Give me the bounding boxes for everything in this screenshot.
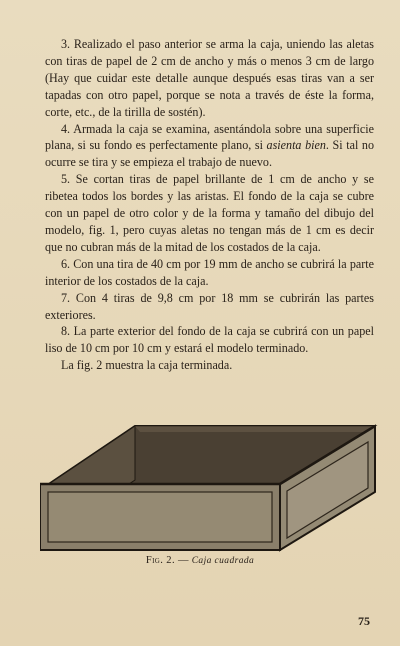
paragraph-4-part1: 4. Armada la caja se examina, asentándola sobre una superficie plana, si su fondo es perfectamente plano, si: [45, 121, 374, 153]
paragraph-4-italic: asienta bien: [266, 138, 326, 153]
paragraph-conclusion: La fig. 2 muestra la caja terminada.: [61, 358, 233, 373]
paragraph-7: 7. Con 4 tiras de 9,8 cm por 18 mm se cubrirán las partes exteriores.: [45, 290, 374, 322]
page-number: 75: [358, 614, 370, 628]
paragraph-6: 6. Con una tira de 40 cm por 19 mm de ancho se cubrirá la parte interior de los costados de la caja.: [45, 256, 374, 288]
figure-title: Caja cuadrada: [191, 556, 255, 566]
paragraph-8: 8. La parte exterior del fondo de la caja se cubrirá con un papel liso de 10 cm por 10 cm y estará el modelo terminado.: [45, 324, 374, 356]
paragraph-4: [45, 121, 374, 172]
body-text: [45, 36, 374, 374]
paragraph-5: 5. Se cortan tiras de papel brillante de 1 cm de ancho y se ribetea todos los bordes y las aristas. El fondo de la caja se cubre con un papel de otro color y de la forma y tamaño del dibujo del modelo, fig. 1, pero cuyas aletas no tengan más de 1 cm es decir que no cubran más de la mitad de los costados de la caja.: [45, 172, 374, 254]
square-box-illustration: [40, 418, 380, 553]
paragraph-3: 3. Realizado el paso anterior se arma la caja, uniendo las aletas con tiras de papel de 2 cm de ancho y más o menos 3 cm de largo (Hay que cuidar este detalle aunque después esas tiras van a ser tapadas con otro papel, porque se nota a través de éste la forma, corte, etc., de la tirilla de sostén).: [45, 37, 374, 119]
paragraph-4-part2: . Si tal no ocurre se tira y se empieza el trabajo de nuevo.: [45, 138, 374, 170]
figure-caption: [0, 555, 400, 566]
figure-label: Fig. 2. —: [145, 555, 189, 566]
